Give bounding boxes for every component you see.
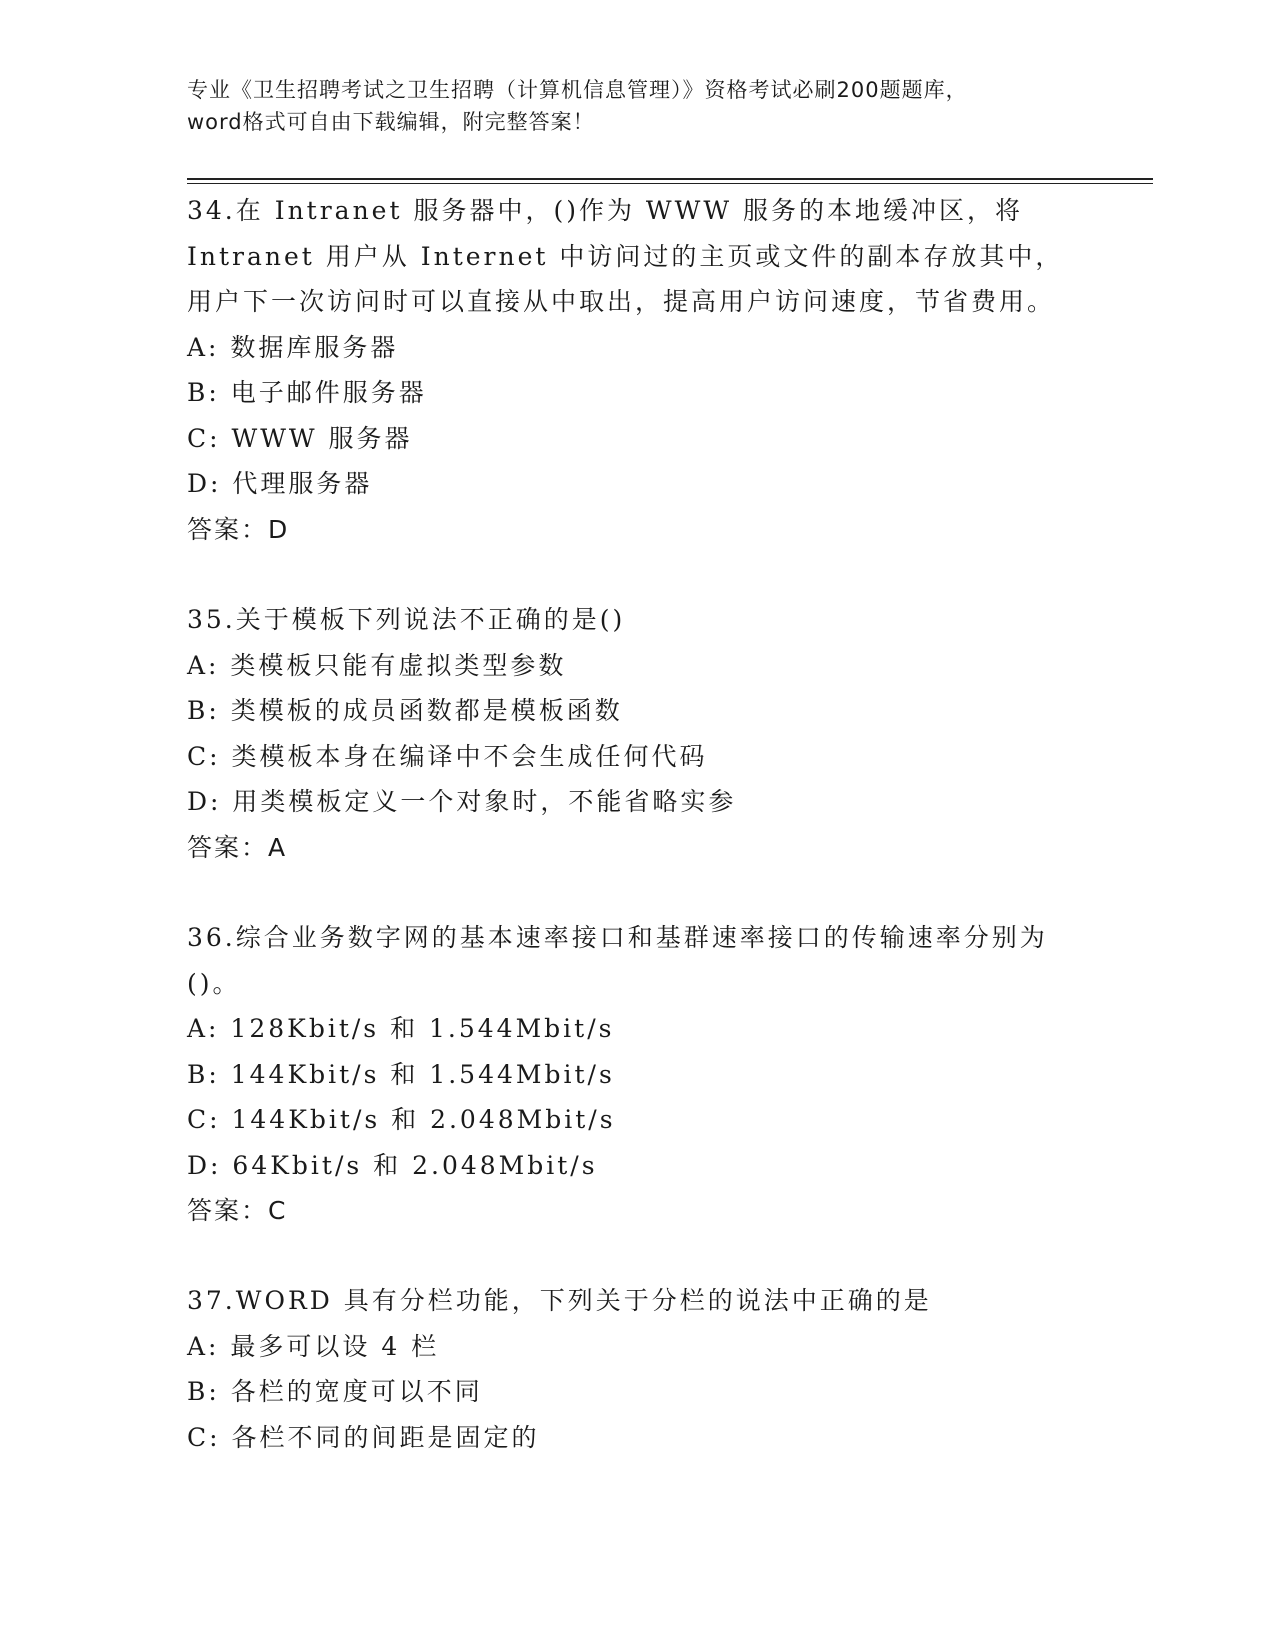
option-b: B: 类模板的成员函数都是模板函数 — [187, 696, 623, 725]
question-34 — [187, 188, 1077, 552]
option-d: D: 64Kbit/s 和 2.048Mbit/s — [187, 1150, 598, 1180]
answer: 答案：A — [187, 832, 288, 862]
answer: 答案：D — [187, 514, 290, 544]
answer: 答案：C — [187, 1196, 288, 1225]
option-b: B: 144Kbit/s 和 1.544Mbit/s — [187, 1059, 615, 1089]
option-a: A: 类模板只能有虚拟类型参数 — [187, 650, 567, 680]
option-c: C: 类模板本身在编译中不会生成任何代码 — [187, 741, 708, 771]
option-d: D: 代理服务器 — [187, 469, 373, 498]
header-line-2: word格式可自由下载编辑，附完整答案！ — [187, 110, 595, 134]
header-divider-thick — [187, 178, 1153, 180]
question-stem: 35.关于模板下列说法不正确的是() — [187, 605, 626, 634]
option-b: B: 各栏的宽度可以不同 — [187, 1377, 483, 1406]
header-divider-thin — [187, 183, 1153, 184]
question-35 — [187, 597, 1077, 870]
option-c: C: WWW 服务器 — [187, 423, 413, 453]
header-line-1: 专业《卫生招聘考试之卫生招聘（计算机信息管理）》资格考试必刷200题题库， — [187, 78, 968, 102]
option-a: A: 128Kbit/s 和 1.544Mbit/s — [187, 1014, 615, 1043]
option-c: C: 各栏不同的间距是固定的 — [187, 1422, 540, 1452]
option-a: A: 数据库服务器 — [187, 332, 399, 362]
question-37 — [187, 1278, 1077, 1460]
option-a: A: 最多可以设 4 栏 — [187, 1331, 440, 1361]
document-header — [187, 74, 1087, 138]
option-d: D: 用类模板定义一个对象时，不能省略实参 — [187, 787, 737, 816]
option-c: C: 144Kbit/s 和 2.048Mbit/s — [187, 1105, 616, 1134]
question-36 — [187, 915, 1077, 1234]
question-stem: 37.WORD 具有分栏功能，下列关于分栏的说法中正确的是 — [187, 1286, 932, 1315]
option-b: B: 电子邮件服务器 — [187, 378, 427, 407]
question-stem: 36.综合业务数字网的基本速率接口和基群速率接口的传输速率分别为()。 — [187, 923, 1048, 998]
question-stem: 34.在 Intranet 服务器中，()作为 WWW 服务的本地缓冲区，将 Intranet 用户从 Internet 中访问过的主页或文件的副本存放其中，用户下一次访问时可以直接从中取出，提高用户访问速度，节省费用。 — [187, 196, 1064, 316]
